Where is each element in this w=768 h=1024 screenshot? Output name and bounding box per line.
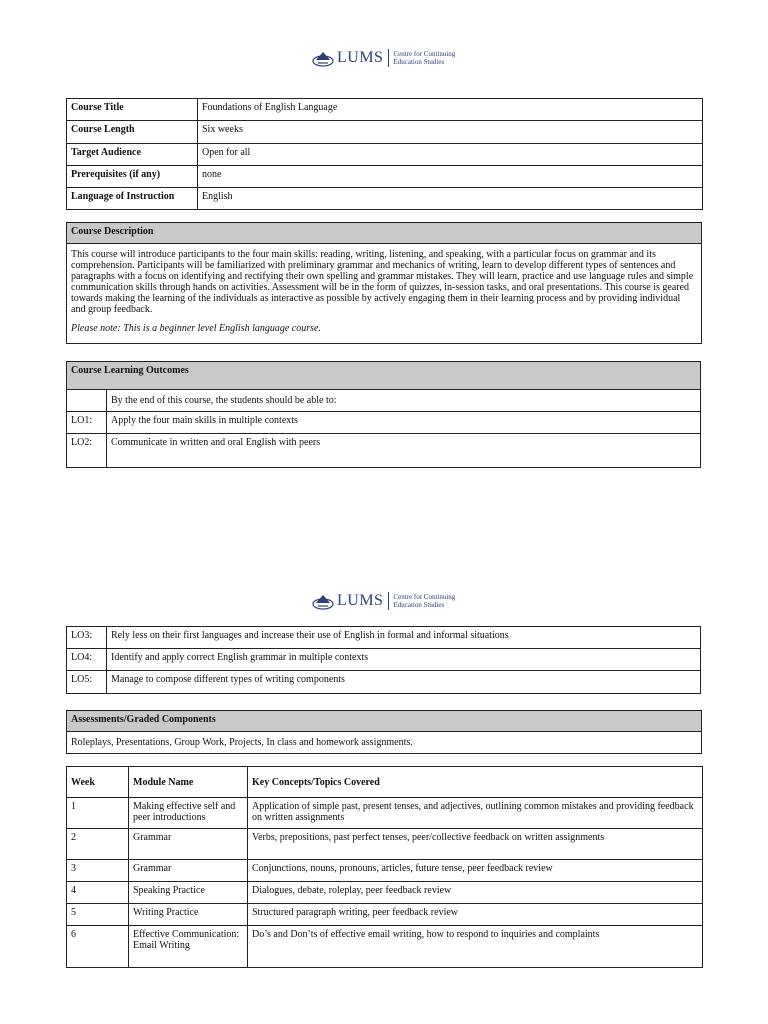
schedule-topics: Verbs, prepositions, past perfect tenses, peer/collective feedback on written assignments: [248, 829, 703, 860]
schedule-module: Writing Practice: [129, 904, 248, 926]
learning-outcome-row: [67, 649, 701, 671]
learning-outcome-text: Manage to compose different types of writing components: [107, 671, 701, 694]
course-info-value: Open for all: [198, 144, 703, 166]
learning-outcome-row: [67, 412, 701, 434]
logo-text: LUMS: [337, 592, 384, 609]
logo-text: LUMS: [337, 49, 384, 66]
course-info-value: Foundations of English Language: [198, 99, 703, 121]
logo-divider: [388, 49, 389, 67]
learning-outcomes-table: [66, 361, 701, 468]
schedule-header-topics: Key Concepts/Topics Covered: [248, 767, 703, 798]
learning-outcomes-blank-cell: [67, 390, 107, 412]
schedule-week: 1: [67, 798, 129, 829]
schedule-row: [67, 798, 703, 829]
schedule-topics: Conjunctions, nouns, pronouns, articles, future tense, peer feedback review: [248, 860, 703, 882]
course-info-row: [67, 188, 703, 210]
learning-outcomes-continued-table: [66, 626, 701, 694]
schedule-topics: Dialogues, debate, roleplay, peer feedback review: [248, 882, 703, 904]
assessments-heading: Assessments/Graded Components: [67, 711, 702, 732]
learning-outcome-code: LO3:: [67, 627, 107, 649]
schedule-row: [67, 926, 703, 968]
lums-logo: [312, 47, 455, 69]
schedule-week: 3: [67, 860, 129, 882]
learning-outcome-code: LO1:: [67, 412, 107, 434]
learning-outcomes-intro: By the end of this course, the students should be able to:: [107, 390, 701, 412]
course-info-row: [67, 99, 703, 121]
course-info-row: [67, 144, 703, 166]
schedule-header-row: [67, 767, 703, 798]
schedule-module: Grammar: [129, 829, 248, 860]
learning-outcome-row: [67, 627, 701, 649]
learning-outcome-text: Communicate in written and oral English with peers: [107, 434, 701, 468]
course-info-label: Language of Instruction: [67, 188, 198, 210]
schedule-topics: Application of simple past, present tenses, and adjectives, outlining common mistakes and providing feedback on written assignments: [248, 798, 703, 829]
schedule-header-week: Week: [67, 767, 129, 798]
schedule-topics: Structured paragraph writing, peer feedback review: [248, 904, 703, 926]
lums-logo: [312, 590, 455, 612]
assessments-table: [66, 710, 702, 754]
learning-outcome-text: Apply the four main skills in multiple contexts: [107, 412, 701, 434]
logo-subtitle: Centre for Continuing Education Studies: [393, 593, 456, 609]
schedule-week: 5: [67, 904, 129, 926]
course-info-row: [67, 166, 703, 188]
schedule-week: 6: [67, 926, 129, 968]
schedule-module: Speaking Practice: [129, 882, 248, 904]
assessments-body: Roleplays, Presentations, Group Work, Projects, In class and homework assignments.: [67, 732, 702, 754]
course-description-heading: Course Description: [67, 223, 702, 244]
schedule-table: [66, 766, 703, 968]
learning-outcome-row: [67, 434, 701, 468]
schedule-module: Making effective self and peer introductions: [129, 798, 248, 829]
course-info-value: Six weeks: [198, 121, 703, 144]
lums-crest-icon: [312, 47, 334, 69]
lums-crest-icon: [312, 590, 334, 612]
schedule-row: [67, 904, 703, 926]
course-info-value: English: [198, 188, 703, 210]
learning-outcome-code: LO2:: [67, 434, 107, 468]
course-info-label: Target Audience: [67, 144, 198, 166]
schedule-row: [67, 860, 703, 882]
schedule-header-module: Module Name: [129, 767, 248, 798]
learning-outcome-code: LO5:: [67, 671, 107, 694]
course-info-label: Course Length: [67, 121, 198, 144]
course-description-body: This course will introduce participants to the four main skills: reading, writing, listening, and speaking, with a particular focus on grammar and its comprehension. Participants will be familiarized with preliminary grammar and mechanics of writing, learn to develop different types of sentences and paragraphs with a focus on identifying and rectifying their own spelling and grammar mistakes. They will learn, practice and use language rules and simple communication skills through hands on activities. Assessment will be in the form of quizzes, in-session tasks, and oral presentations. This course is geared towards making the learning of the individuals as interactive as possible by actively engaging them in their learning process and by providing individual and group feedback.: [71, 249, 694, 315]
schedule-week: 2: [67, 829, 129, 860]
learning-outcome-row: [67, 671, 701, 694]
learning-outcome-text: Rely less on their first languages and increase their use of English in formal and informal situations: [107, 627, 701, 649]
learning-outcome-code: LO4:: [67, 649, 107, 671]
course-info-table: [66, 98, 703, 210]
schedule-row: [67, 829, 703, 860]
course-info-value: none: [198, 166, 703, 188]
schedule-module: Grammar: [129, 860, 248, 882]
course-description-note: Please note: This is a beginner level English language course.: [71, 323, 321, 334]
schedule-module: Effective Communication: Email Writing: [129, 926, 248, 968]
logo-divider: [388, 592, 389, 610]
schedule-topics: Do’s and Don’ts of effective email writing, how to respond to inquiries and complaints: [248, 926, 703, 968]
learning-outcomes-heading: Course Learning Outcomes: [67, 362, 701, 390]
logo-subtitle: Centre for Continuing Education Studies: [393, 50, 456, 66]
course-info-row: [67, 121, 703, 144]
schedule-week: 4: [67, 882, 129, 904]
course-info-label: Prerequisites (if any): [67, 166, 198, 188]
learning-outcome-text: Identify and apply correct English grammar in multiple contexts: [107, 649, 701, 671]
course-info-label: Course Title: [67, 99, 198, 121]
schedule-row: [67, 882, 703, 904]
course-description-table: [66, 222, 702, 344]
